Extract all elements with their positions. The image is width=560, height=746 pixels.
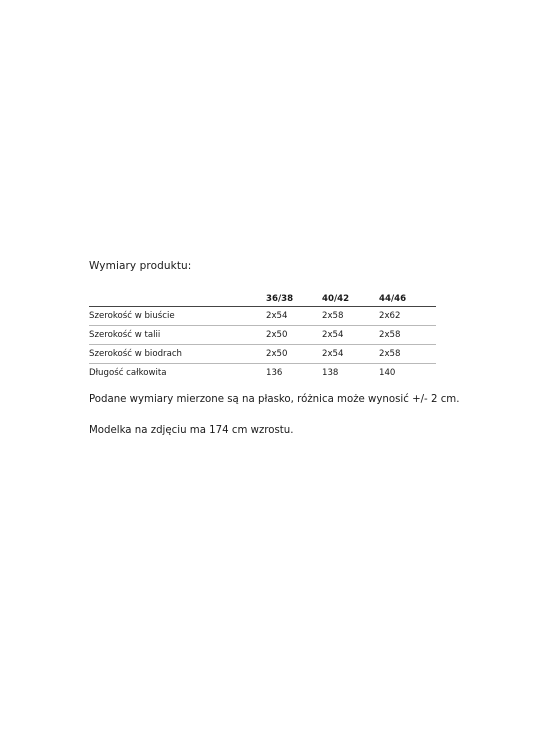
table-row [89, 307, 436, 326]
row-label: Szerokość w biuście [89, 307, 266, 326]
table-cell: 2x50 [266, 345, 322, 364]
table-cell: 2x62 [379, 307, 436, 326]
table-row [89, 364, 436, 383]
table-cell: 2x50 [266, 326, 322, 345]
row-label: Szerokość w talii [89, 326, 266, 345]
table-row [89, 326, 436, 345]
table-cell: 140 [379, 364, 436, 383]
table-cell: 2x54 [322, 345, 379, 364]
table-cell: 2x54 [322, 326, 379, 345]
table-cell: 2x58 [379, 345, 436, 364]
size-table-header-row [89, 288, 436, 307]
table-cell: 138 [322, 364, 379, 383]
model-height-note: Modelka na zdjęciu ma 174 cm wzrostu. [89, 425, 294, 436]
table-cell: 136 [266, 364, 322, 383]
section-heading: Wymiary produktu: [89, 260, 192, 272]
row-label: Długość całkowita [89, 364, 266, 383]
size-table [89, 288, 436, 382]
header-size-44-46: 44/46 [379, 294, 407, 304]
product-dimensions-section [89, 258, 469, 439]
table-cell: 2x58 [379, 326, 436, 345]
table-cell: 2x58 [322, 307, 379, 326]
table-row [89, 345, 436, 364]
header-size-40-42: 40/42 [322, 294, 350, 304]
header-size-36-38: 36/38 [266, 294, 294, 304]
measurement-note: Podane wymiary mierzone są na płasko, różnica może wynosić +/- 2 cm. [89, 394, 460, 405]
table-cell: 2x54 [266, 307, 322, 326]
row-label: Szerokość w biodrach [89, 345, 266, 364]
header-empty-cell [89, 288, 266, 307]
